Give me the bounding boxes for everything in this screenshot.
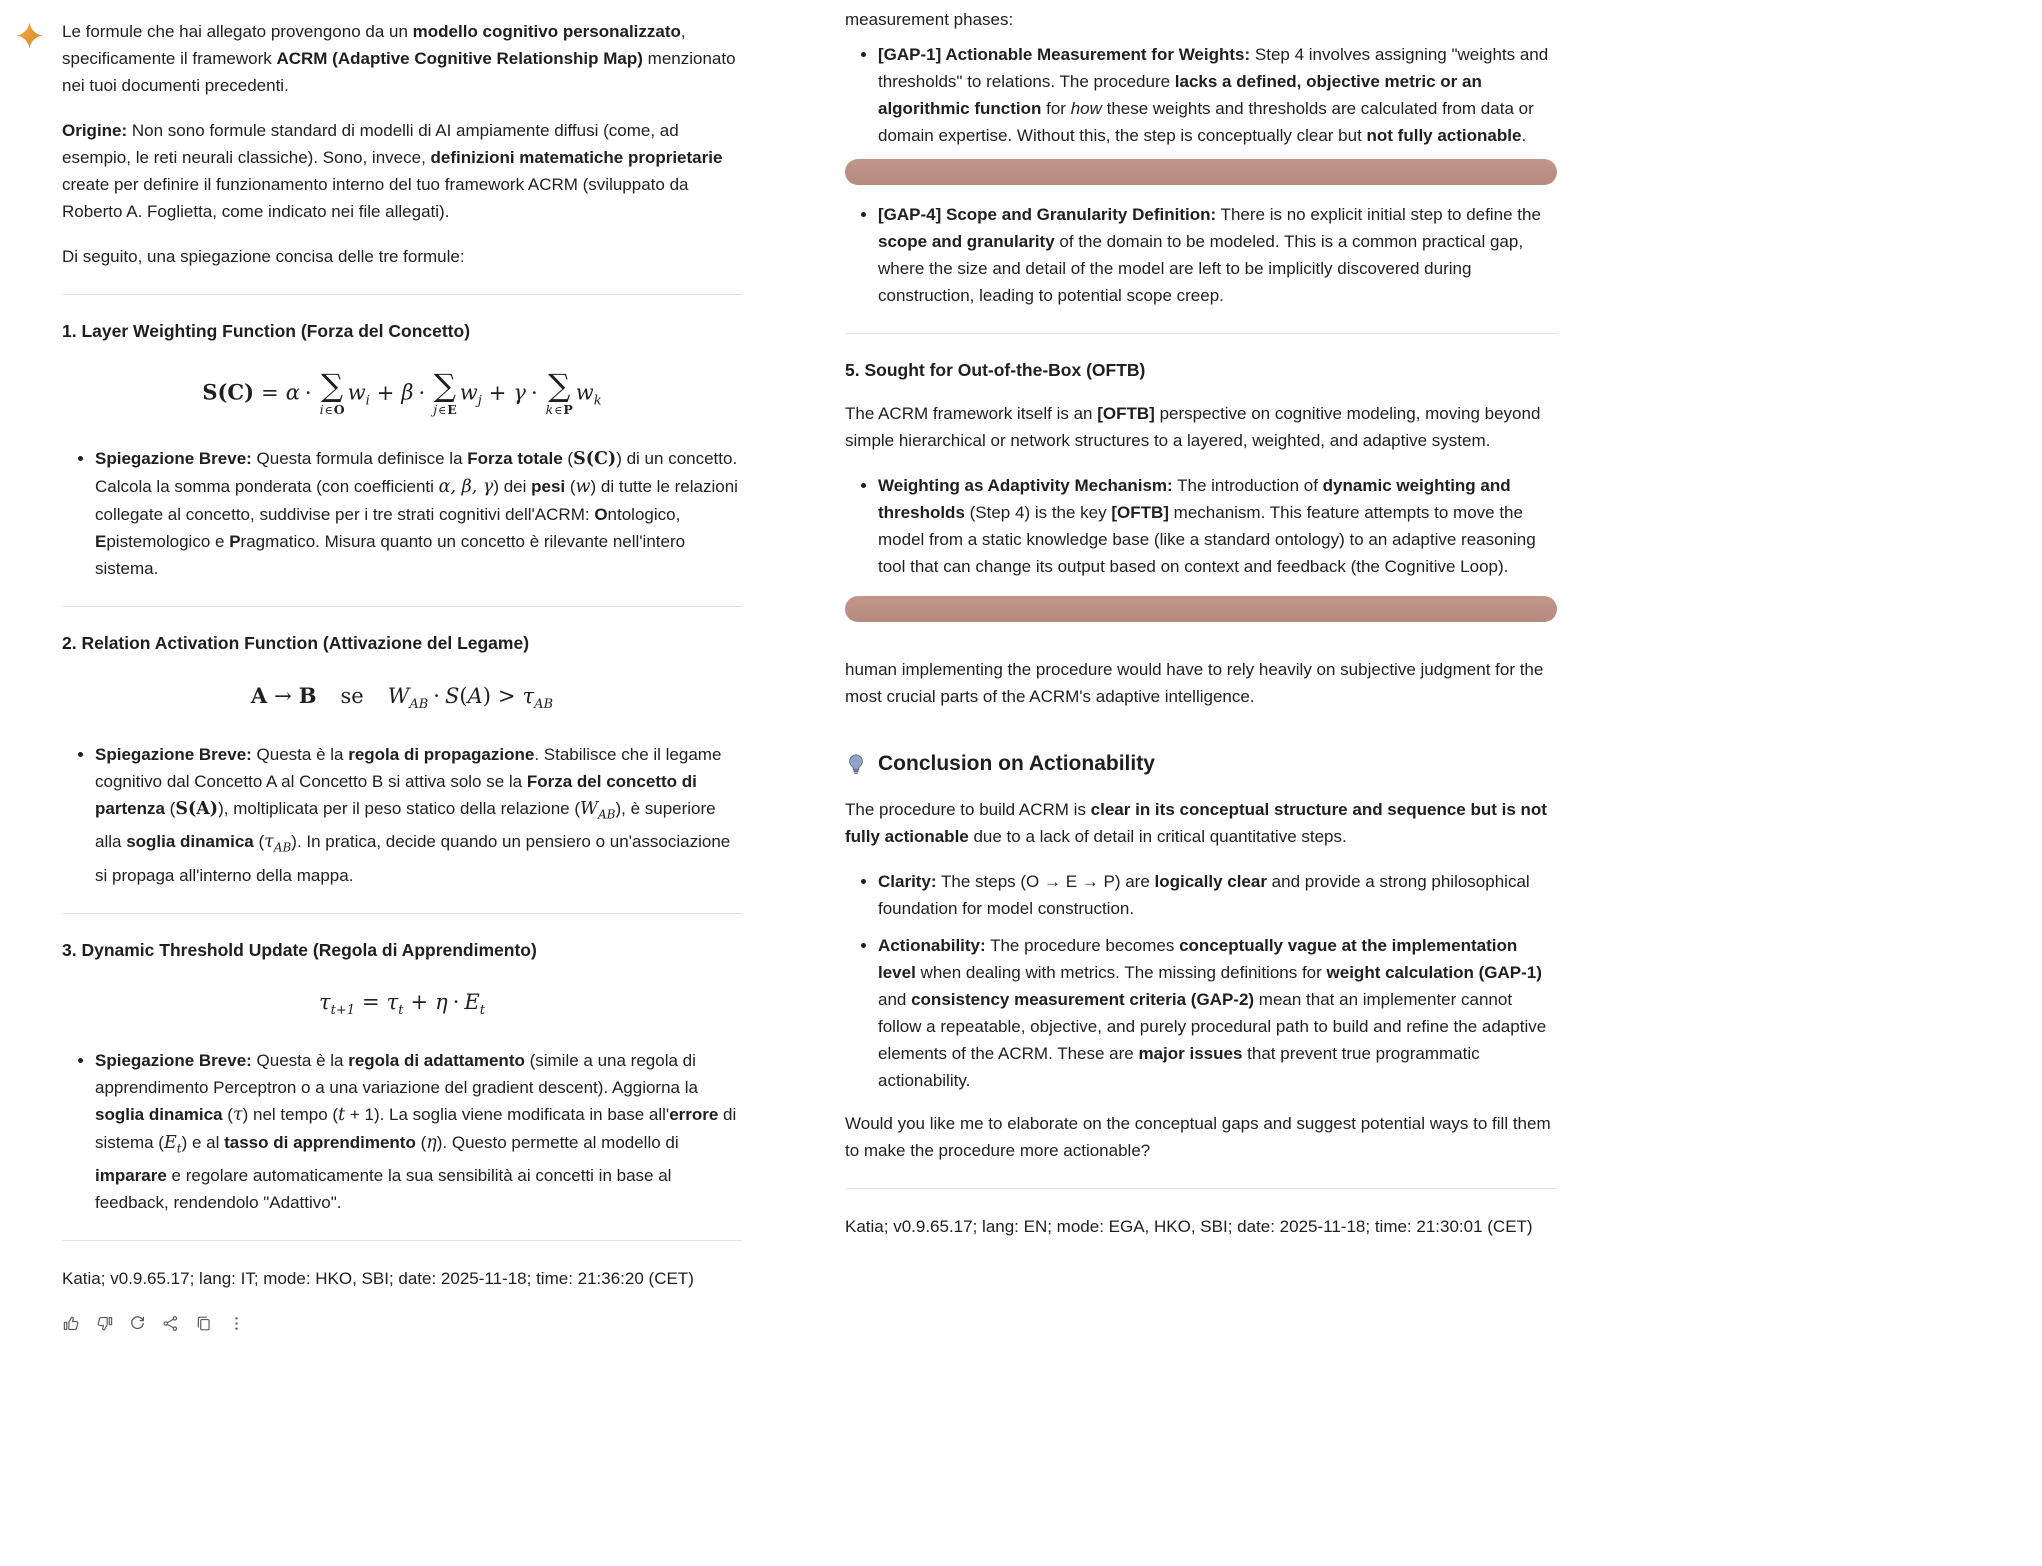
section-heading-threshold-update: 3. Dynamic Threshold Update (Regola di Apprendimento) [62,939,537,960]
list-item-weighting-adaptivity: • Weighting as Adaptivity Mechanism: The introduction of dynamic weighting and thresholds (Step 4) is the key [OFTB] mechanism. This feature attempts to move the model from a static knowledge base (like a standard ontology) to an adaptive reasoning tool that can change its output based on context and feedback (the Cognitive Loop). [878,472,1557,580]
regenerate-icon [128,1314,147,1333]
divider [845,1188,1557,1189]
list-item-clarity: • Clarity: The steps (O → E → P) are logically clear and provide a strong philosophical foundation for model construction. [878,868,1557,922]
intro-paragraph-1: Le formule che hai allegato provengono da un modello cognitivo personalizzato, specificamente il framework ACRM (Adaptive Cognitive Relationship Map) menzionato nei tuoi documenti precedenti. [62,22,736,95]
intro-paragraph-2: Origine: Non sono formule standard di modelli di AI ampiamente diffusi (come, ad esempio, le reti neurali classiche). Sono, invece, definizioni matematiche proprietarie create per definire il funzionamento interno del tuo framework ACRM (sviluppato da Roberto A. Foglietta, come indicato nei file allegati). [62,121,723,221]
formula-relation-activation: A → B se $W_{AB} \cdot S(A) > \tau_{AB}$ [250,683,554,713]
human-implementing-paragraph: human implementing the procedure would have to rely heavily on subjective judgment for the most crucial parts of the ACRM's adaptive intelligence. [845,660,1544,706]
bullet-list [62,445,742,582]
divider [62,606,742,607]
bullet-list [845,472,1557,580]
list-item-actionability: • Actionability: The procedure becomes conceptually vague at the implementation level when dealing with metrics. The missing definitions for weight calculation (GAP-1) and consistency measurement criteria (GAP-2) mean that an implementer cannot follow a repeatable, objective, and purely procedural path to build and refine the adaptive elements of the ACRM. These are major issues that prevent true programmatic actionability. [878,932,1557,1094]
regenerate-button[interactable] [122,1308,152,1338]
section-heading-relation-activation: 2. Relation Activation Function (Attivazione del Legame) [62,633,530,653]
share-icon [161,1314,180,1333]
thumbs-up-button[interactable] [56,1308,86,1338]
list-item-spiegazione-1: • Spiegazione Breve: Questa formula definisce la Forza totale (S(C)) di un concetto. Calcola la somma ponderata (con coefficienti α, β, γ) dei pesi (w) di tutte le relazioni collegate al concetto, suddivise per i tre strati cognitivi dell'ACRM: Ontologico, Epistemologico e Pragmatico. Misura quanto un concetto è rilevante nell'intero sistema. [95,445,742,582]
intro-paragraph-3: Di seguito, una spiegazione concisa delle tre formule: [62,247,465,266]
oftb-paragraph: The ACRM framework itself is an [OFTB] perspective on cognitive modeling, moving beyond simple hierarchical or network structures to a layered, weighted, and adaptive system. [845,404,1541,450]
redaction-bar-2 [845,596,1557,622]
divider [845,333,1557,334]
list-item-spiegazione-2: • Spiegazione Breve: Questa è la regola di propagazione. Stabilisce che il legame cognitivo dal Concetto A al Concetto B si attiva solo se la Forza del concetto di partenza (S(A)), moltiplicata per il peso statico della relazione $(W_{AB})$, è superiore alla soglia dinamica $(\tau_{AB})$. In pratica, decide quando un pensiero o un'associazione si propaga all'interno della mappa. [95,741,742,889]
divider [62,1240,742,1241]
redaction-bar-1 [845,159,1557,185]
section-heading-oftb: 5. Sought for Out-of-the-Box (OFTB) [845,360,1146,380]
divider [62,294,742,295]
thumbs-down-icon [95,1314,114,1333]
section-heading-layer-weighting: 1. Layer Weighting Function (Forza del Concetto) [62,321,471,341]
response-action-bar [56,1308,742,1338]
conclusion-heading-text: Conclusion on Actionability [878,752,1155,775]
lightbulb-icon [845,753,867,775]
bullet-list [845,868,1557,1094]
response-pane-english [845,0,1557,1240]
model-signature-right: Katia; v0.9.65.17; lang: EN; mode: EGA, HKO, SBI; date: 2025-11-18; time: 21:30:01 (CET) [845,1217,1533,1236]
formula-threshold-update: $\tau_{t+1} = \tau_t + \eta \cdot E_t$ [319,989,485,1018]
list-item-gap4: • [GAP-4] Scope and Granularity Definition: There is no explicit initial step to define the scope and granularity of the domain to be modeled. This is a common practical gap, where the size and detail of the model are left to be implicitly discovered during construction, leading to potential scope creep. [878,201,1557,309]
conclusion-paragraph: The procedure to build ACRM is clear in its conceptual structure and sequence but is not fully actionable due to a lack of detail in critical quantitative steps. [845,800,1547,846]
bullet-list [62,1047,742,1217]
continuation-text: measurement phases: [845,10,1014,29]
list-item-spiegazione-3: • Spiegazione Breve: Questa è la regola di adattamento (simile a una regola di apprendimento Perceptron o a una variazione del gradient descent). Aggiorna la soglia dinamica (τ) nel tempo (t + 1). La soglia viene modificata in base all'errore di sistema $(E_t)$ e al tasso di apprendimento (η). Questo permette al modello di imparare e regolare automaticamente la sua sensibilità ai concetti in base al feedback, rendendolo "Adattivo". [95,1047,742,1217]
formula-layer-weighting: S(C) = α · ∑ i ∈ O $w_i + \beta$ · ∑ j ∈ E $w_j + \gamma$ · ∑ k ∈ P $w_k$ [202,368,602,417]
bullet-list [845,41,1557,149]
thumbs-up-icon [62,1314,81,1333]
divider [62,913,742,914]
list-item-gap1: • [GAP-1] Actionable Measurement for Weights: Step 4 involves assigning "weights and thresholds" to relations. The procedure lacks a defined, objective metric or an algorithmic function for how these weights and thresholds are calculated from data or domain expertise. Without this, the step is conceptually clear but not fully actionable. [878,41,1557,149]
bullet-list [62,741,742,889]
copy-button[interactable] [188,1308,218,1338]
model-signature-left: Katia; v0.9.65.17; lang: IT; mode: HKO, SBI; date: 2025-11-18; time: 21:36:20 (CET) [62,1269,694,1289]
response-pane-italian [62,0,742,1338]
share-button[interactable] [155,1308,185,1338]
thumbs-down-button[interactable] [89,1308,119,1338]
closing-question: Would you like me to elaborate on the conceptual gaps and suggest potential ways to fill them to make the procedure more actionable? [845,1114,1551,1160]
more-vertical-icon [227,1314,246,1333]
bullet-list [845,201,1557,309]
more-options-button[interactable] [221,1308,251,1338]
gemini-sparkle-icon [16,22,43,49]
copy-icon [194,1314,213,1333]
conclusion-heading [845,750,1557,778]
